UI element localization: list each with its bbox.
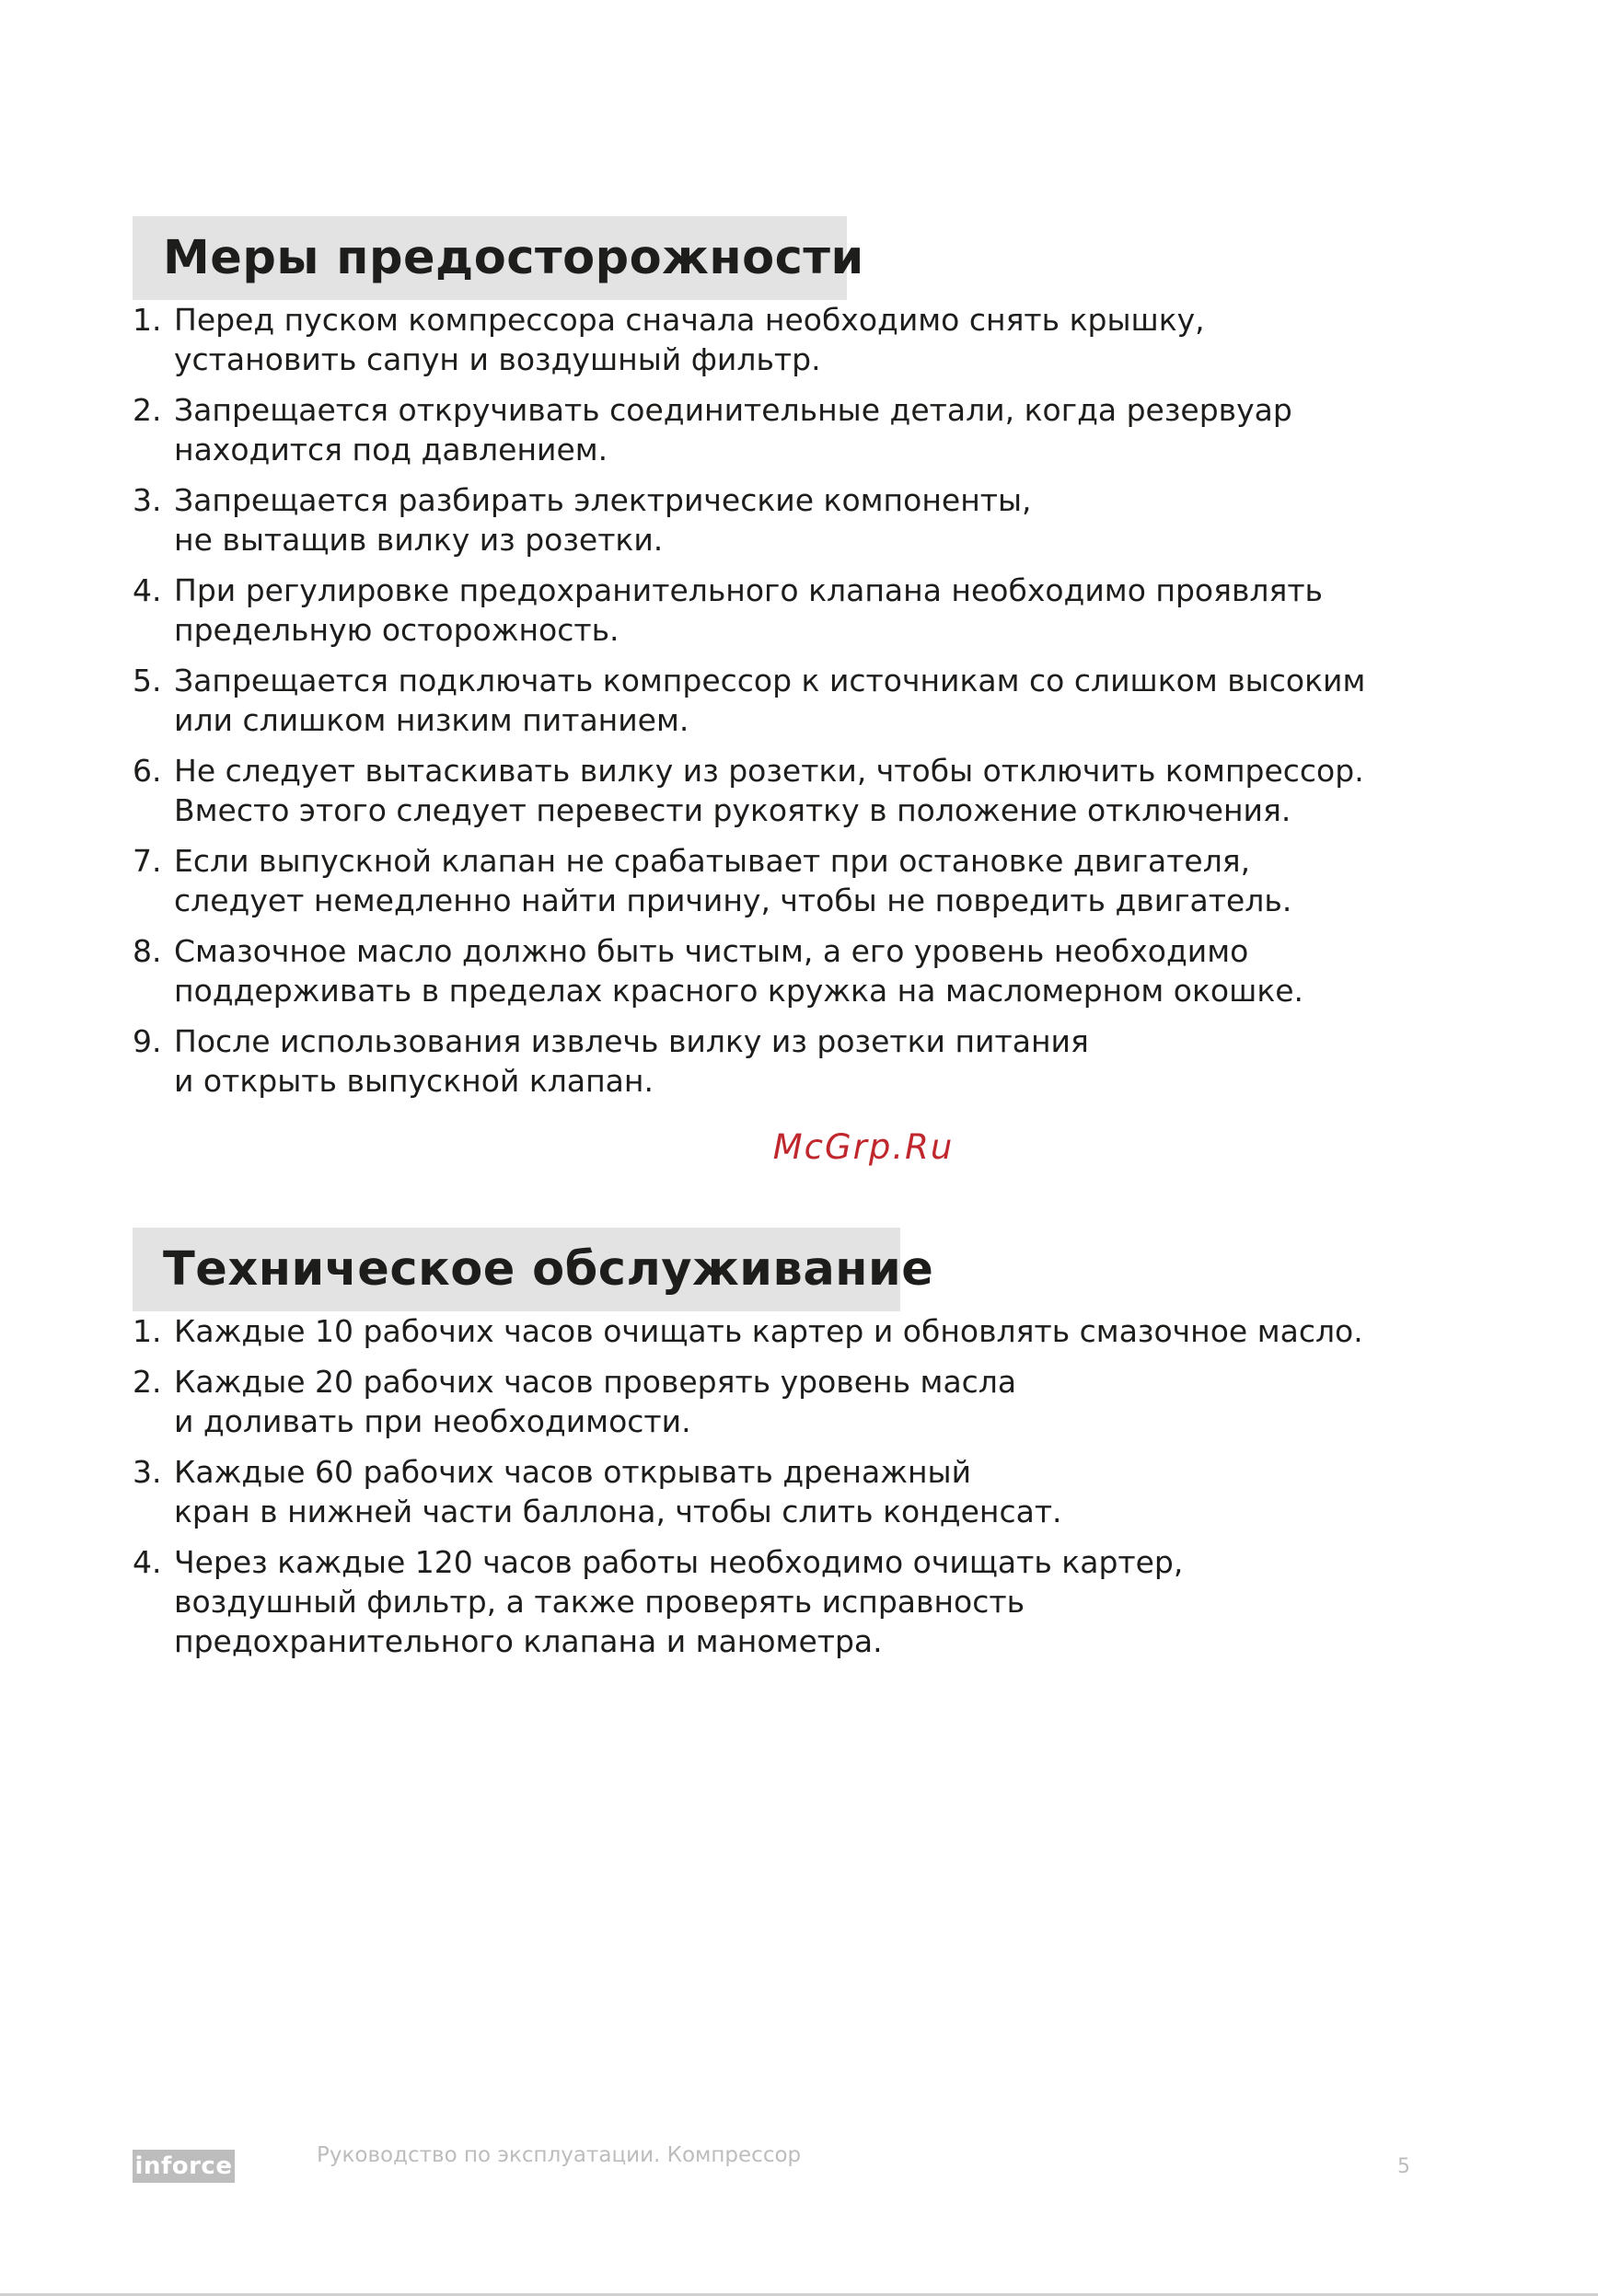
item-number: 9. [133,1023,162,1059]
item-text: При регулировке предохранительного клапана необходимо проявлять предельную осторожность. [174,572,1324,648]
list-item [133,1362,1440,1441]
item-number: 1. [133,1313,162,1349]
item-text: Перед пуском компрессора сначала необходимо снять крышку, установить сапун и воздушный фильтр. [174,302,1205,377]
list-item [133,1311,1440,1351]
item-number: 1. [133,302,162,338]
list-item [133,841,1440,920]
item-text: Через каждые 120 часов работы необходимо очищать картер, воздушный фильтр, а также проверять исправность предохранительного клапана и манометра. [174,1544,1184,1659]
item-text: Каждые 60 рабочих часов открывать дренажный кран в нижней части баллона, чтобы слить конденсат. [174,1454,1062,1529]
precautions-list [133,300,1440,1112]
list-item [133,1542,1440,1661]
watermark-link[interactable]: McGrp.Ru [772,1127,955,1167]
item-text: Не следует вытаскивать вилку из розетки, чтобы отключить компрессор. Вместо этого следует перевести рукоятку в положение отключения. [174,753,1364,828]
item-text: Каждые 10 рабочих часов очищать картер и обновлять смазочное масло. [174,1313,1363,1349]
item-number: 4. [133,1544,162,1580]
item-text: Если выпускной клапан не срабатывает при остановке двигателя, следует немедленно найти причину, чтобы не повредить двигатель. [174,843,1292,918]
list-item [133,931,1440,1010]
section-title-maintenance: Техническое обслуживание [133,1228,900,1311]
list-item [133,480,1440,560]
item-number: 2. [133,1364,162,1400]
item-text: Запрещается подключать компрессор к источникам со слишком высоким или слишком низким питанием. [174,663,1366,738]
item-number: 2. [133,392,162,428]
item-number: 3. [133,1454,162,1490]
item-number: 5. [133,663,162,698]
item-number: 4. [133,572,162,608]
list-item [133,661,1440,740]
item-text: Смазочное масло должно быть чистым, а его уровень необходимо поддерживать в пределах красного кружка на масломерном окошке. [174,933,1304,1009]
item-text: Запрещается откручивать соединительные детали, когда резервуар находится под давлением. [174,392,1292,467]
item-number: 7. [133,843,162,879]
list-item [133,390,1440,469]
list-item [133,751,1440,830]
list-item [133,1021,1440,1101]
brand-logo: inforce [133,2150,235,2183]
maintenance-list [133,1311,1440,1672]
list-item [133,1452,1440,1531]
page-number: 5 [1397,2155,1410,2178]
item-text: Запрещается разбирать электрические компоненты, не вытащив вилку из розетки. [174,482,1032,558]
item-number: 8. [133,933,162,969]
list-item [133,571,1440,650]
list-item [133,300,1440,379]
item-text: После использования извлечь вилку из розетки питания и открыть выпускной клапан. [174,1023,1089,1099]
section-title-precautions: Меры предосторожности [133,216,847,300]
footer-document-title: Руководство по эксплуатации. Компрессор [317,2143,802,2167]
item-number: 3. [133,482,162,518]
item-number: 6. [133,753,162,789]
item-text: Каждые 20 рабочих часов проверять уровень масла и доливать при необходимости. [174,1364,1017,1439]
